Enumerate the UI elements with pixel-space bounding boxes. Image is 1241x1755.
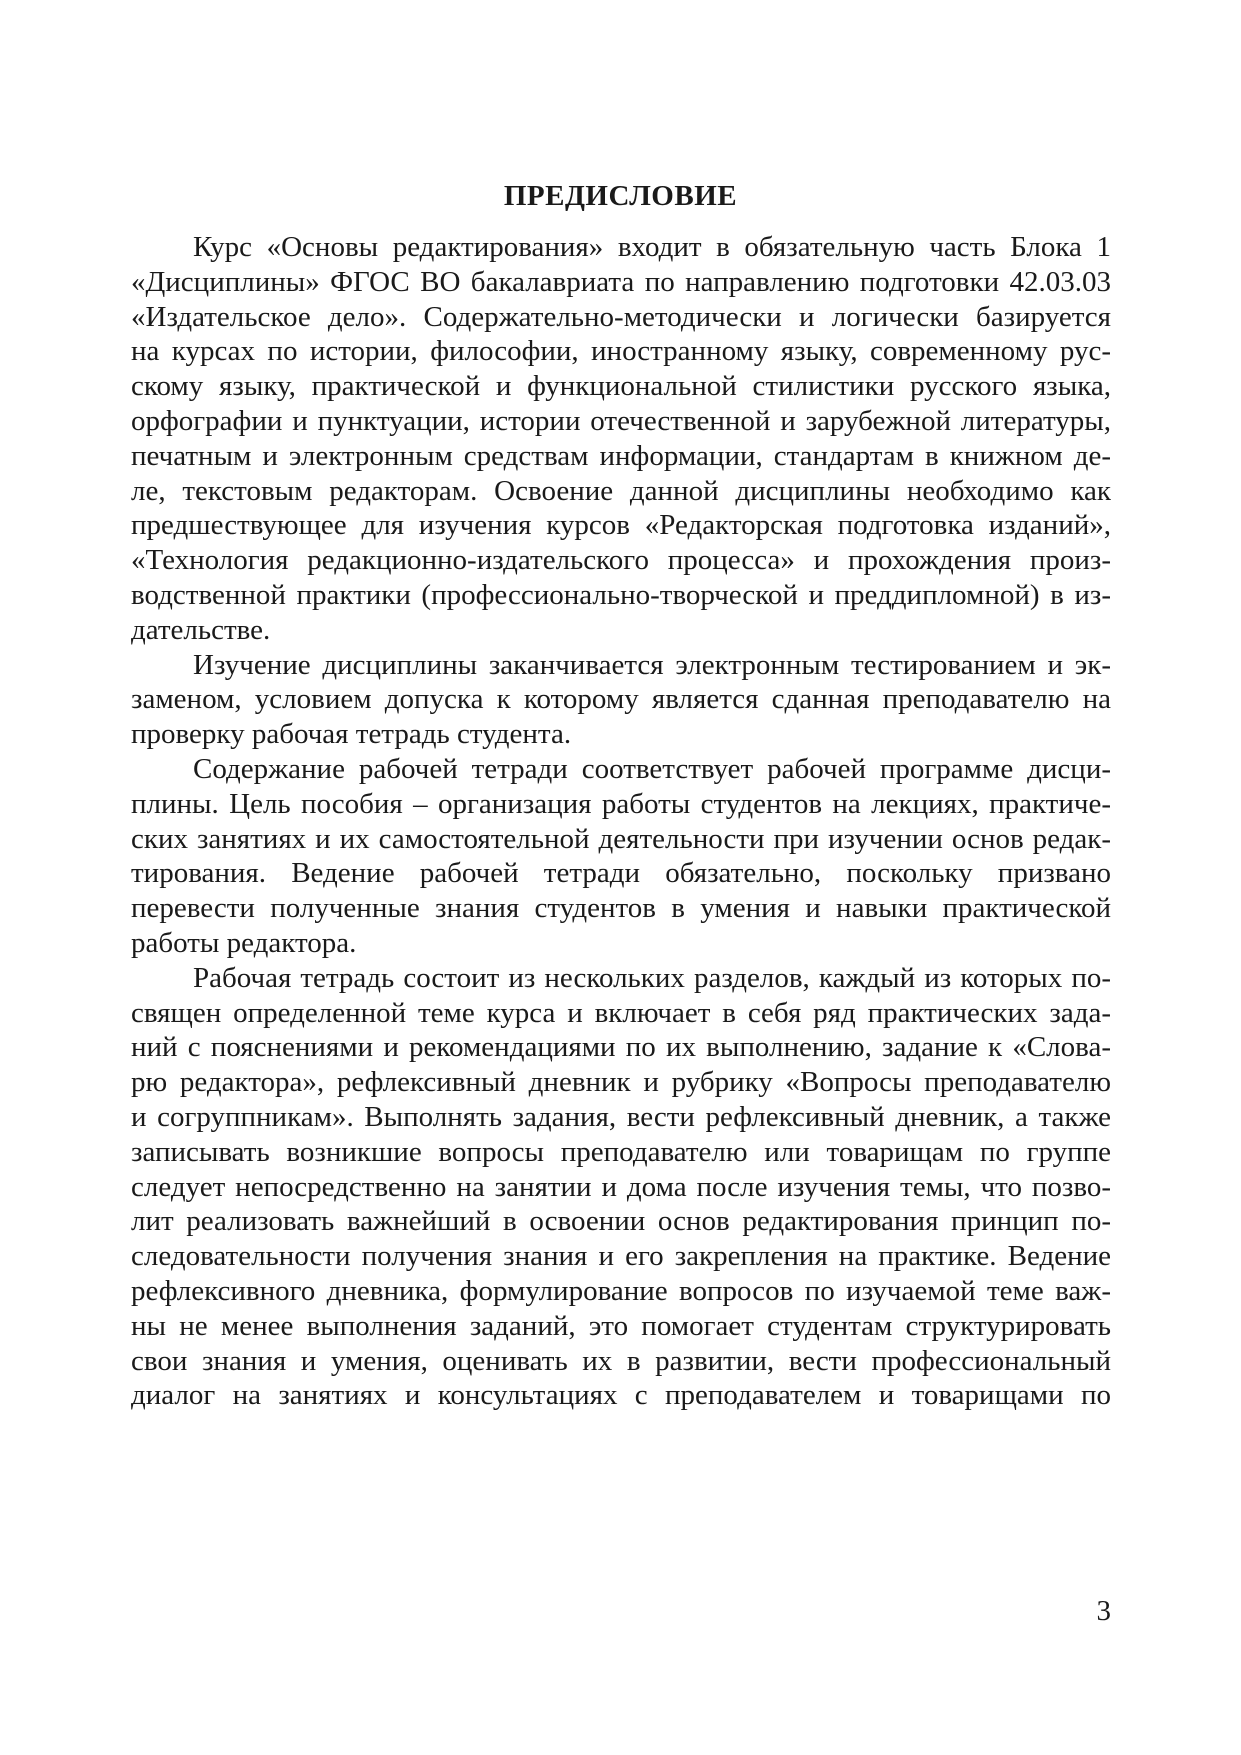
text-line: рефлексивного дневника, формулирование вопросов по изучаемой теме важ- [131, 1274, 1111, 1307]
text-line: тирования. Ведение рабочей тетради обязательно, поскольку призвано [131, 857, 1111, 890]
text-line: священ определенной теме курса и включает в себя ряд практических зада- [131, 996, 1111, 1029]
text-line: Рабочая тетрадь состоит из нескольких разделов, каждый из которых по- [193, 961, 1111, 994]
page-title: ПРЕДИСЛОВИЕ [503, 180, 738, 212]
text-line: печатным и электронным средствам информации, стандартам в книжном де- [131, 439, 1111, 472]
text-line: ле, текстовым редакторам. Освоение данной дисциплины необходимо как [131, 474, 1111, 507]
text-line: водственной практики (профессионально-творческой и преддипломной) в из- [131, 578, 1111, 611]
text-line: следует непосредственно на занятии и дома после изучения темы, что позво- [131, 1170, 1111, 1203]
text-line: лит реализовать важнейший в освоении основ редактирования принцип по- [131, 1205, 1111, 1238]
paragraph-2 [131, 648, 1111, 752]
text-line: Изучение дисциплины заканчивается электронным тестированием и эк- [193, 648, 1111, 681]
text-line: заменом, условием допуска к которому является сданная преподавателю на [131, 683, 1111, 716]
text-line: записывать возникшие вопросы преподавателю или товарищам по группе [131, 1135, 1111, 1168]
text-line: диалог на занятиях и консультациях с преподавателем и товарищами по [131, 1379, 1111, 1412]
text-line: следовательности получения знания и его закрепления на практике. Ведение [131, 1240, 1111, 1273]
text-line: перевести полученные знания студентов в умения и навыки практической [131, 892, 1111, 925]
text-line: плины. Цель пособия – организация работы студентов на лекциях, практиче- [131, 787, 1111, 820]
paragraph-3 [131, 752, 1111, 961]
text-line: ны не менее выполнения заданий, это помогает студентам структурировать [131, 1309, 1111, 1342]
text-line: ских занятиях и их самостоятельной деятельности при изучении основ редак- [131, 822, 1111, 855]
text-line: работы редактора. [131, 926, 357, 959]
text-line: свои знания и умения, оценивать их в развитии, вести профессиональный [131, 1344, 1111, 1377]
text-line: «Издательское дело». Содержательно-методически и логически базируется [131, 300, 1111, 333]
text-line: Содержание рабочей тетради соответствует рабочей программе дисци- [193, 752, 1111, 785]
text-line: орфографии и пунктуации, истории отечественной и зарубежной литературы, [131, 404, 1111, 437]
paragraph-4 [131, 961, 1111, 1413]
paragraph-1 [131, 230, 1111, 648]
text-line: «Технология редакционно-издательского процесса» и прохождения произ- [131, 544, 1111, 577]
text-line: Курс «Основы редактирования» входит в обязательную часть Блока 1 [193, 231, 1111, 263]
text-line: скому языку, практической и функциональной стилистики русского языка, [131, 370, 1111, 403]
text-line: и согруппникам». Выполнять задания, вести рефлексивный дневник, а также [131, 1100, 1111, 1133]
page-number: 3 [1096, 1595, 1111, 1627]
text-line: рю редактора», рефлексивный дневник и рубрику «Вопросы преподавателю [131, 1066, 1111, 1099]
text-line: на курсах по истории, философии, иностранному языку, современному рус- [131, 335, 1111, 368]
text-line: проверку рабочая тетрадь студента. [131, 718, 572, 751]
text-line: предшествующее для изучения курсов «Редакторская подготовка изданий», [131, 509, 1111, 542]
text-line: дательстве. [131, 613, 271, 646]
text-line: ний с пояснениями и рекомендациями по их выполнению, задание к «Слова- [131, 1031, 1111, 1064]
text-line: «Дисциплины» ФГОС ВО бакалавриата по направлению подготовки 42.03.03 [131, 265, 1111, 298]
body-text [131, 230, 1111, 1413]
